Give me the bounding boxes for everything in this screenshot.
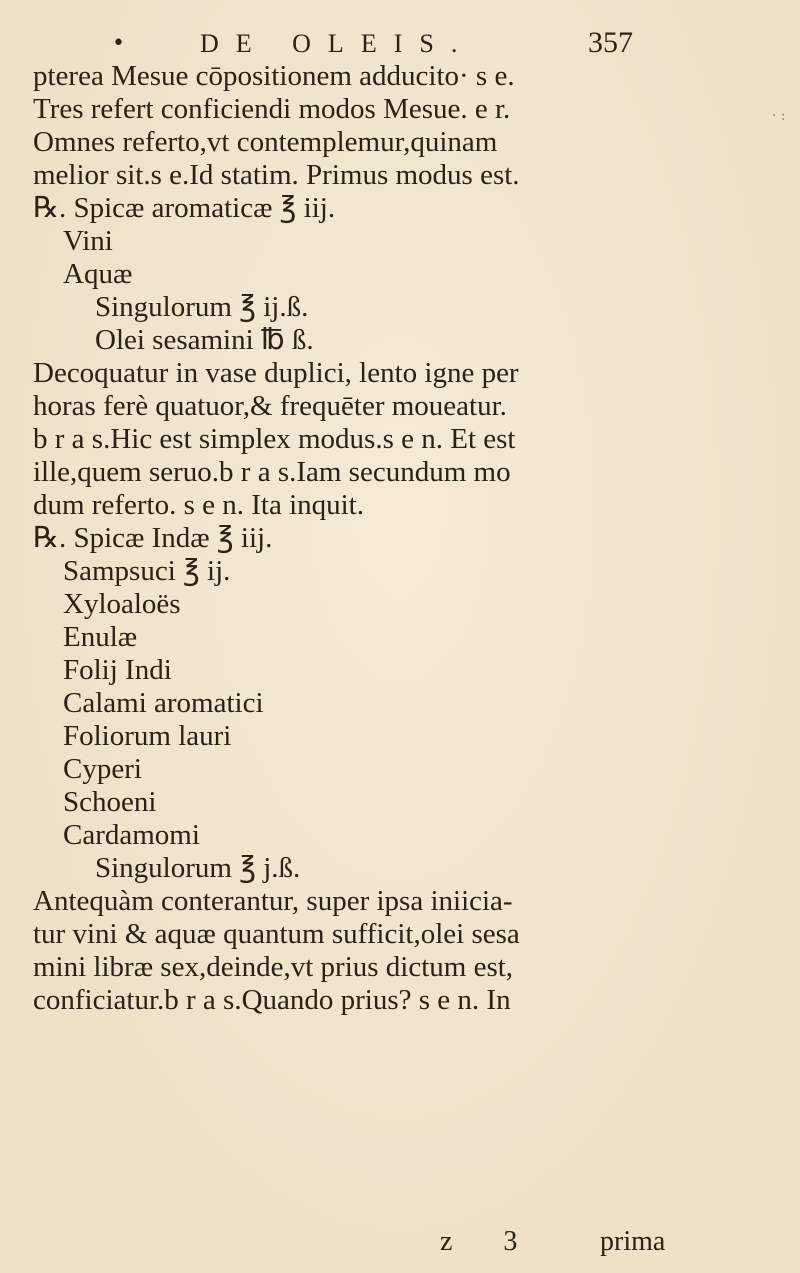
text-line: ille,quem seruo.b r a s.Iam secundum mo [33, 456, 511, 488]
ingredient-line: Cardamomi [63, 819, 200, 851]
text-line: Tres refert conficiendi modos Mesue. e r. [33, 93, 511, 125]
ingredient-line: Olei sesamini ℔ ß. [95, 324, 314, 356]
ingredient-line: Singulorum ℥ j.ß. [95, 852, 301, 884]
recipe-line: ℞. Spicæ Indæ ℥ iij. [33, 522, 273, 554]
running-header [0, 26, 800, 62]
text-line: dum referto. s e n. Ita inquit. [33, 489, 364, 521]
text-line: Decoquatur in vase duplici, lento igne per [33, 357, 519, 389]
ingredient-line: Enulæ [63, 621, 138, 653]
recipe-line: ℞. Spicæ aromaticæ ℥ iij. [33, 192, 336, 224]
ingredient-line: Folij Indi [63, 654, 172, 686]
page-number: 357 [588, 26, 633, 59]
signature-mark: z 3 [440, 1226, 540, 1257]
running-title: DE OLEIS. [200, 29, 475, 58]
body-text [33, 60, 753, 1017]
text-line: mini libræ sex,deinde,vt prius dictum est, [33, 951, 514, 983]
ingredient-line: Vini [63, 225, 113, 257]
ingredient-line: Cyperi [63, 753, 142, 785]
margin-mark: · : [772, 108, 786, 124]
text-line: melior sit.s e.Id statim. Primus modus est. [33, 159, 520, 191]
text-line: conficiatur.b r a s.Quando prius? s e n. In [33, 984, 511, 1016]
page-footer [0, 1226, 800, 1262]
text-line: tur vini & aquæ quantum sufficit,olei sesa [33, 918, 520, 950]
text-line: Omnes referto,vt contemplemur,quinam [33, 126, 498, 158]
catchword: prima [600, 1226, 666, 1257]
text-line: Antequàm conterantur, super ipsa iniicia- [33, 885, 513, 917]
ingredient-line: Schoeni [63, 786, 157, 818]
header-ornament: • [112, 31, 125, 56]
ingredient-line: Aquæ [63, 258, 133, 290]
ingredient-line: Xyloaloës [63, 588, 181, 620]
text-line: horas ferè quatuor,& frequēter moueatur. [33, 390, 507, 422]
text-line: pterea Mesue cōpositionem adducito· s e. [33, 60, 515, 92]
ingredient-line: Sampsuci ℥ ij. [63, 555, 231, 587]
ingredient-line: Foliorum lauri [63, 720, 232, 752]
ingredient-line: Calami aromatici [63, 687, 264, 719]
text-line: b r a s.Hic est simplex modus.s e n. Et est [33, 423, 516, 455]
ingredient-line: Singulorum ℥ ij.ß. [95, 291, 309, 323]
